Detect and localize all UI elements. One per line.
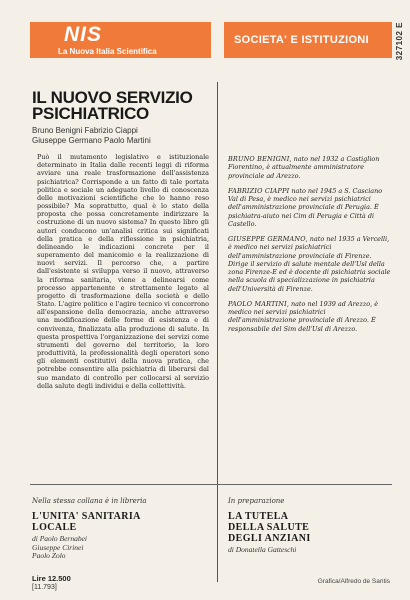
catalog-code: 327102 E <box>395 22 404 61</box>
publisher-banner <box>30 22 211 58</box>
bio-name: PAOLO MARTINI <box>228 299 287 308</box>
bio-name: FABRIZIO CIAPPI <box>228 186 290 195</box>
same-series-title <box>32 511 141 533</box>
same-series-author: Giuseppe Cirinei <box>32 542 84 552</box>
same-series-title-line2: LOCALE <box>32 522 77 533</box>
publisher-logo: NIS <box>64 23 103 46</box>
bio-germano <box>228 235 392 293</box>
same-series-label: Nella stessa collana è in libreria <box>32 497 147 505</box>
in-preparation-title-line2: DELLA SALUTE <box>228 522 310 533</box>
author-bios <box>228 155 392 340</box>
publisher-name: La Nuova Italia Scientifica <box>58 47 157 56</box>
series-label: SOCIETA' E ISTITUZIONI <box>234 34 369 46</box>
authors-line1: Bruno Benigni Fabrizio Ciappi <box>32 126 138 135</box>
in-preparation-title-line1: LA TUTELA <box>228 511 289 522</box>
bio-text: , nato nel 1935 a Vercelli, è medico nei servizi psichiatrici dell'amministrazione provinciale di Firenze. Dirige il servizio di salute mentale dell'Usl della zona Firenze-E ed è docente di psichiatria sociale nella scuola di specializzazione in psichiatria dell'Università di Firenze. <box>228 235 391 293</box>
book-title-line2: PSICHIATRICO <box>32 104 149 123</box>
same-series-author: Paolo Zolo <box>32 551 66 560</box>
in-preparation-title <box>228 511 311 544</box>
book-authors <box>32 126 212 146</box>
description-text: Può il mutamento legislativo e istituzionale determinato in Italia dalle recenti leggi di riforma avviare una reale trasformazione dell'assistenza psichiatrica? Corrisponde a un fatto di tale portata politica e sociale un adeguato livello di conoscenza delle motivazioni scientifiche che lo hanno reso possibile? Ma soprattutto, qual è lo stato della proposta che possa concretamente indirizzare la costruzione di un nuovo sistema? In questo libro gli autori conducono un'analisi critica sui significati della pratica e della riflessione in psichiatria, delineando le indicazioni concrete per il superamento del manicomio e la realizzazione di nuovi servizi. Il percorso che, a partire dall'esistente si sviluppa verso il nuovo, attraverso la riforma sanitaria, viene a delinearsi come processo appartenente e strettamente legato al progetto di trasformazione della società e dello Stato. L'agire politico e l'agire tecnico vi concorrono all'espansione della democrazia, anche attraverso una modificazione delle forme di esistenza e di convivenza, finalizzata alla produzione di salute. In questa prospettiva l'organizzazione dei servizi come strumenti del governo del territorio, la loro produttività, la professionalità degli operatori sono gli elementi costitutivi della nuova pratica, che potrebbe consentire alla psichiatria di liberarsi dal suo mandato di controllo per collocarsi al servizio della salute degli individui e della collettività. <box>37 153 209 390</box>
bio-text: , nato nel 1932 a Castiglion Fiorentino, è attualmente amministratore provinciale ad Arezzo. <box>228 155 380 180</box>
price: Lire 12.500 <box>32 574 71 583</box>
same-series-title-line1: L'UNITA' SANITARIA <box>32 511 141 522</box>
book-title-line1: IL NUOVO SERVIZIO <box>32 88 193 107</box>
design-credit: Grafica/Alfredo de Santis <box>317 578 390 585</box>
footer-divider <box>30 484 392 485</box>
book-title <box>32 90 212 122</box>
book-description <box>37 153 209 390</box>
bio-name: BRUNO BENIGNI <box>228 155 290 163</box>
bio-text: nato nel 1945 a S. Casciano Val di Pesa, è medico nei servizi psichiatrici dell'amministrazione provinciale di Perugia. È psichiatra-aiuto nei Cim di Perugia e Città di Castello. <box>228 186 383 228</box>
bio-benigni <box>228 155 392 180</box>
in-preparation-label: In preparazione <box>228 497 285 505</box>
series-banner <box>224 22 392 58</box>
price-code: [11.793] <box>32 584 57 591</box>
column-divider <box>217 82 218 582</box>
bio-text: , nato nel 1939 ad Arezzo, è medico nei servizi psichiatrici dell'amministrazione provinciale di Arezzo. È responsabile del Sim dell'Usl di Arezzo. <box>228 299 379 333</box>
same-series-authors <box>32 535 87 561</box>
authors-line2: Giuseppe Germano Paolo Martini <box>32 136 151 145</box>
bio-martini <box>228 300 392 333</box>
bio-ciappi <box>228 187 392 228</box>
bio-name: GIUSEPPE GERMANO <box>228 235 306 243</box>
same-series-author: di Paolo Bernabei <box>32 534 87 543</box>
in-preparation-title-line3: DEGLI ANZIANI <box>228 533 311 544</box>
in-preparation-author: di Donatella Gatteschi <box>228 545 297 554</box>
